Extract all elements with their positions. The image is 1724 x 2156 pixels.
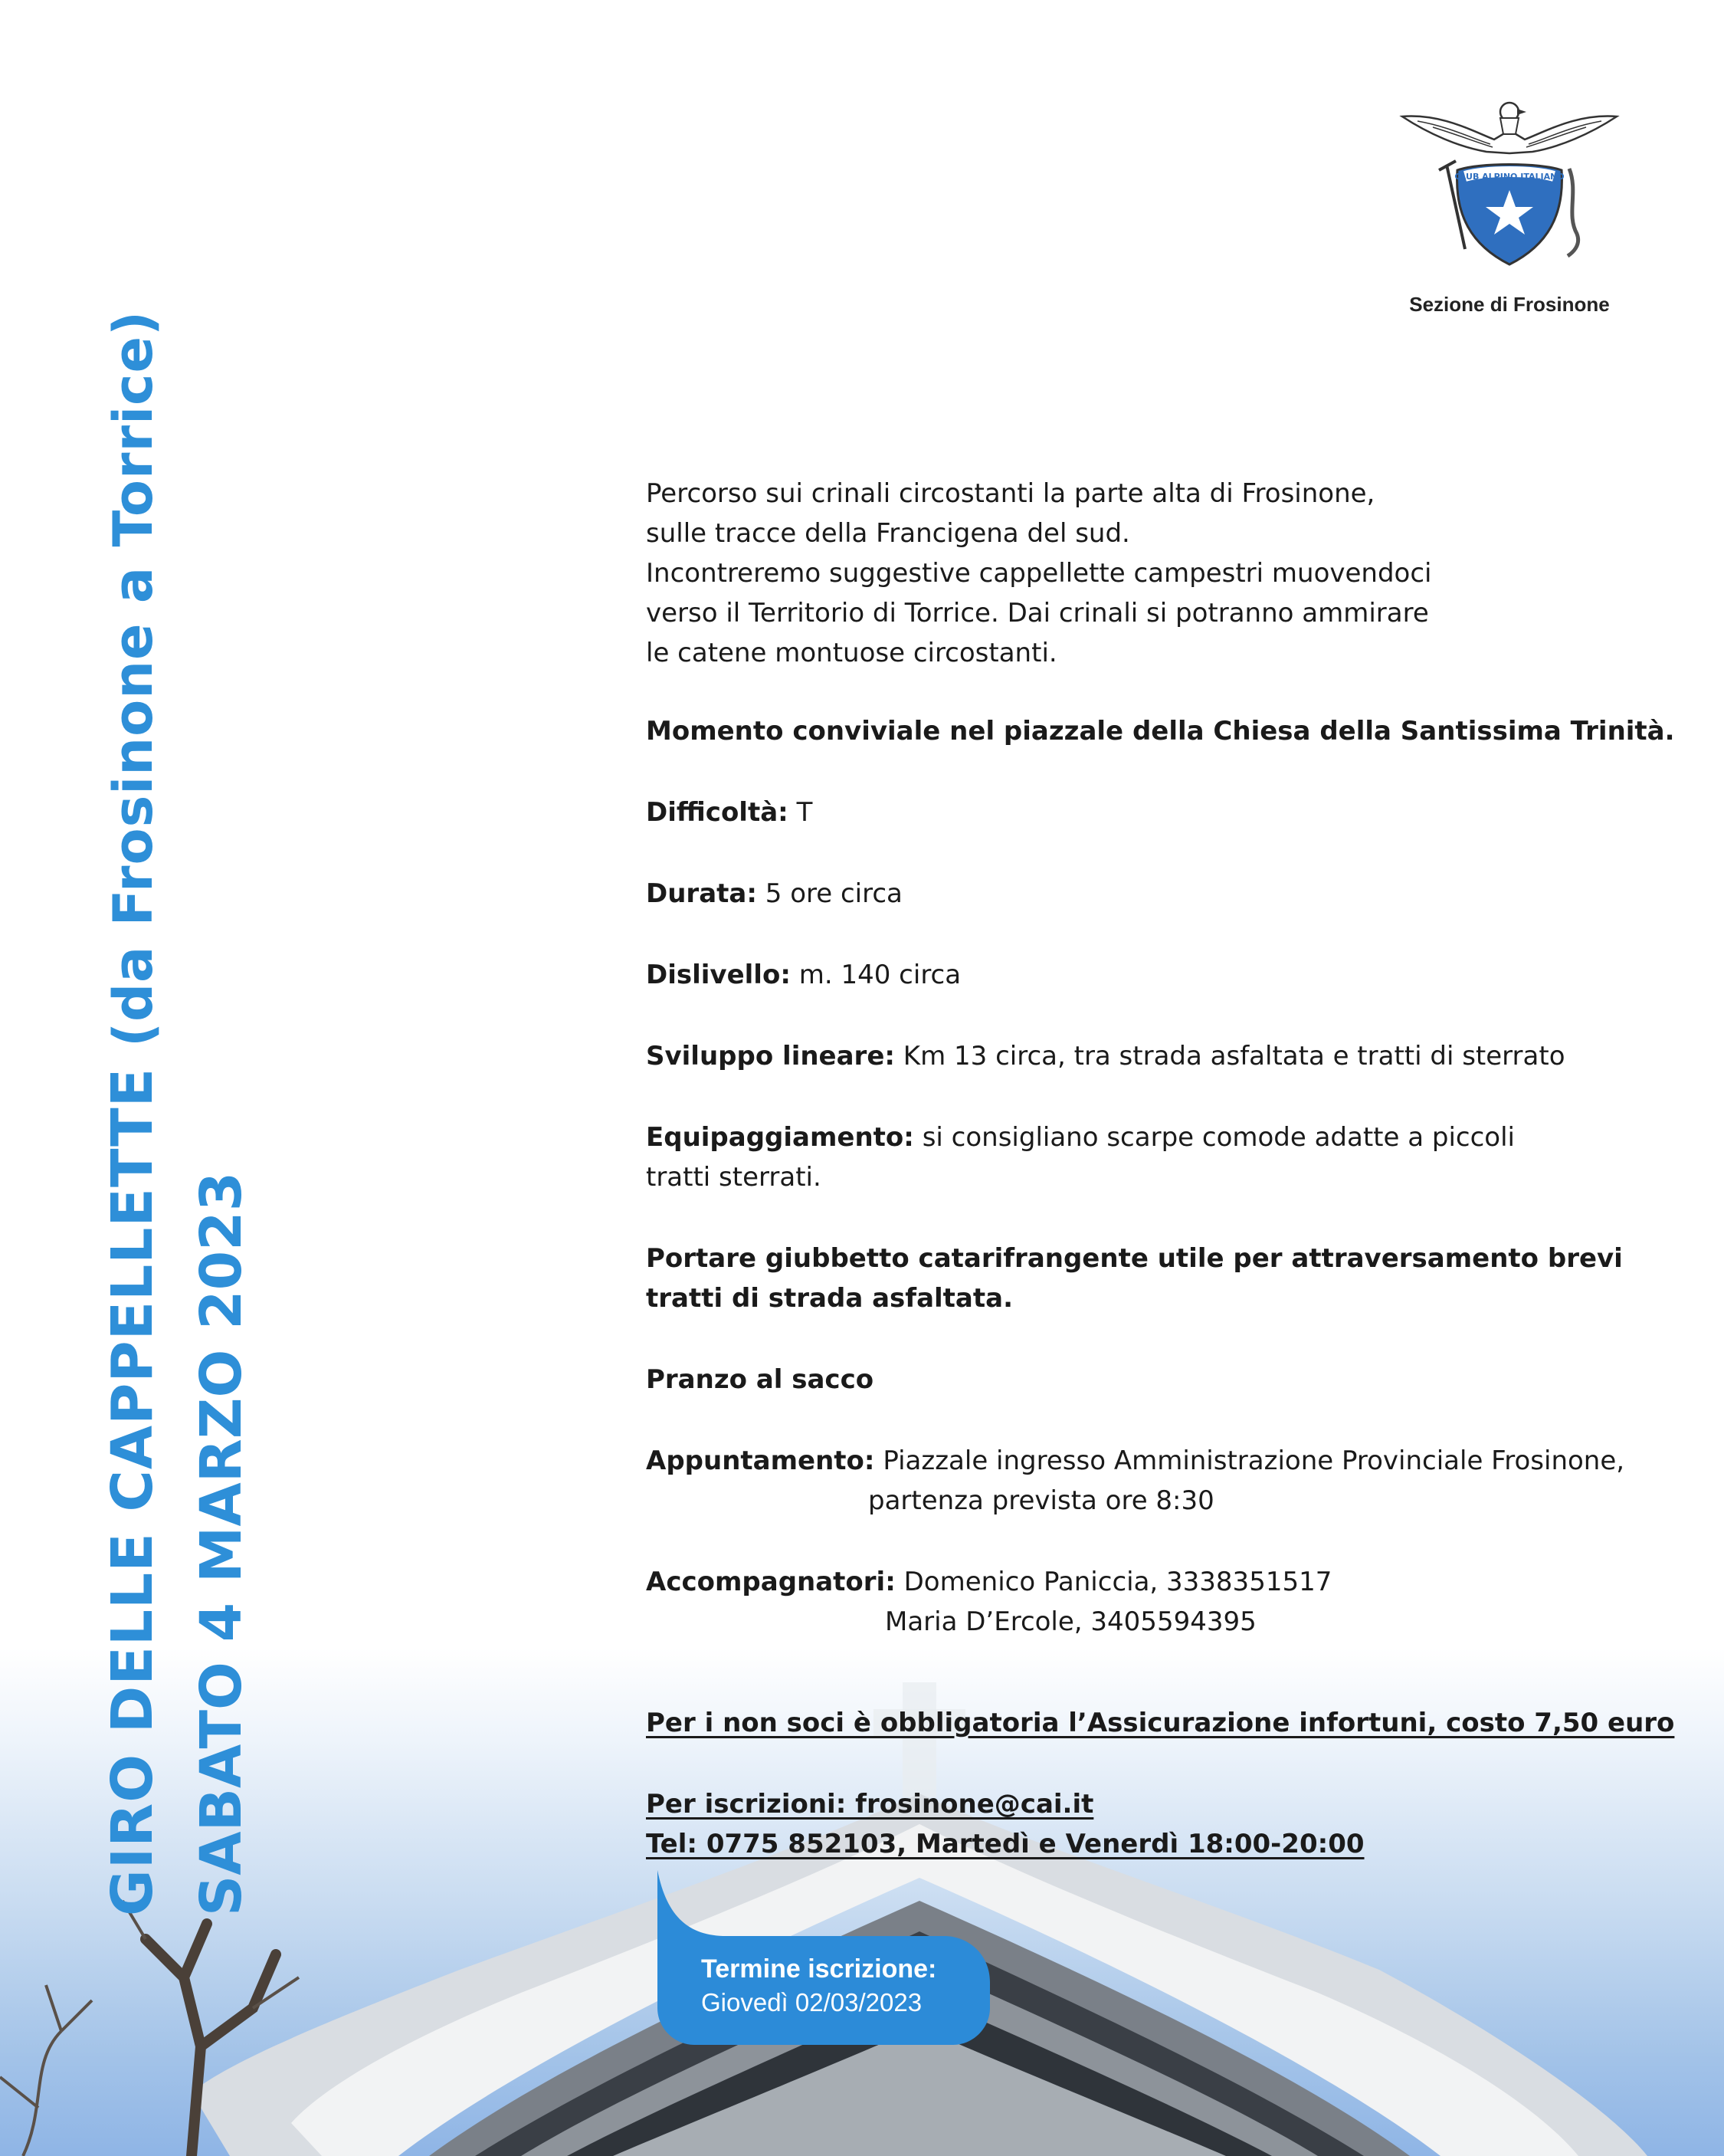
- convivial-note: Momento conviviale nel piazzale della Chiesa della Santissima Trinità.: [646, 716, 1675, 747]
- svg-text:CLUB ALPINO ITALIANO: CLUB ALPINO ITALIANO: [1454, 172, 1565, 182]
- length-row: Sviluppo lineare: Km 13 circa, tra strada asfaltata e tratti di sterrato: [646, 1041, 1565, 1071]
- elevation-row: Dislivello: m. 140 circa: [646, 960, 962, 990]
- difficulty-row: Difficoltà: T: [646, 797, 813, 828]
- duration-row: Durata: 5 ore circa: [646, 878, 903, 909]
- cai-logo-icon: [1395, 100, 1624, 284]
- title-sub: (da Frosinone a Torrice): [102, 310, 165, 1048]
- vest-note: Portare giubbetto catarifrangente utile per attraversamento brevi: [646, 1243, 1623, 1274]
- vertical-title: [100, 310, 254, 1916]
- equipment-row: Equipaggiamento: si consigliano scarpe comode adatte a piccoli: [646, 1122, 1515, 1153]
- equipment-row-cont: tratti sterrati.: [646, 1162, 821, 1193]
- registration-email[interactable]: Per iscrizioni: frosinone@cai.it: [646, 1789, 1094, 1820]
- title-main: GIRO DELLE CAPPELLETTE: [100, 1067, 166, 1916]
- deadline-text: [701, 1952, 936, 2020]
- deadline-date: Giovedì 02/03/2023: [701, 1988, 923, 2017]
- description-line: Percorso sui crinali circostanti la parte alta di Frosinone,: [646, 478, 1375, 509]
- event-date: SABATO 4 MARZO 2023: [188, 1171, 254, 1916]
- vest-note-cont: tratti di strada asfaltata.: [646, 1283, 1013, 1314]
- description-line: Incontreremo suggestive cappellette campestri muovendoci: [646, 558, 1432, 589]
- event-details: [646, 474, 1703, 1864]
- meeting-row: Appuntamento: Piazzale ingresso Amministrazione Provinciale Frosinone,: [646, 1446, 1625, 1476]
- description-line: sulle tracce della Francigena del sud.: [646, 518, 1130, 549]
- insurance-note: Per i non soci è obbligatoria l’Assicurazione infortuni, costo 7,50 euro: [646, 1708, 1675, 1738]
- registration-phone: Tel: 0775 852103, Martedì e Venerdì 18:00-20:00: [646, 1829, 1365, 1859]
- meeting-row-cont: partenza prevista ore 8:30: [868, 1485, 1214, 1516]
- lunch-note: Pranzo al sacco: [646, 1364, 874, 1395]
- description-line: le catene montuose circostanti.: [646, 638, 1057, 668]
- guides-row: Accompagnatori: Domenico Paniccia, 3338351517: [646, 1567, 1332, 1597]
- description-line: verso il Territorio di Torrice. Dai crinali si potranno ammirare: [646, 598, 1429, 628]
- section-name: Sezione di Frosinone: [1409, 293, 1610, 316]
- guides-row-cont: Maria D’Ercole, 3405594395: [885, 1606, 1257, 1637]
- deadline-label: Termine iscrizione:: [701, 1954, 937, 1984]
